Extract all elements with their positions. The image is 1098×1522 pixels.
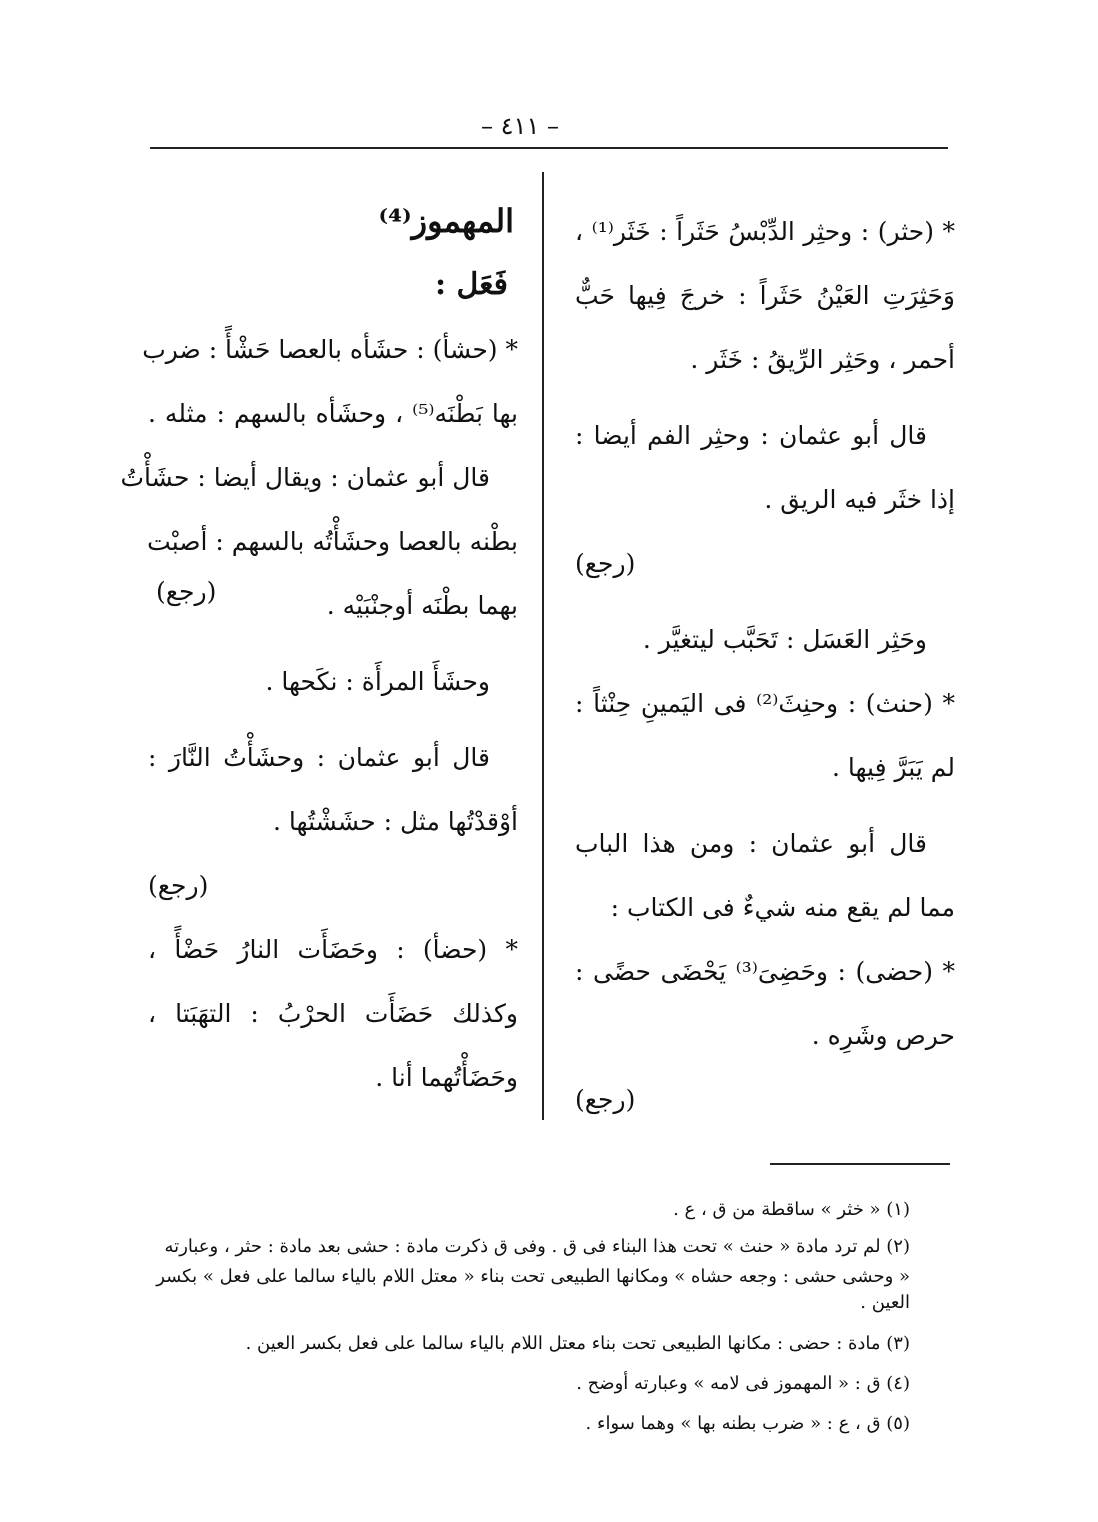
entry-hanath-line-2: لم يَبَرَّ فِيها .: [832, 753, 955, 782]
section-subheading: فَعَل :: [434, 267, 508, 302]
quote-abu-uthman-2-line-1: قال أبو عثمان : ومن هذا الباب: [575, 829, 927, 858]
footnotes: [120, 1190, 910, 1444]
left-column: [120, 190, 518, 1110]
quote-abu-uthman-2-line-2: مما لم يقع منه شيءٌ فى الكتاب :: [610, 893, 955, 922]
entry-hasha-line-2: بها بَطْنَه⁽⁵⁾ ، وحشَأه بالسهم : مثله .: [148, 399, 518, 428]
footnote-3: (٣) مادة : حضى : مكانها الطبيعى تحت بناء معتل اللام بالياء سالما على فعل بكسر العين .: [245, 1333, 910, 1354]
entry-hathar-honey: وحَثِر العَسَل : تَحَبَّب ليتغيَّر .: [642, 625, 927, 654]
entry-hanath-line-1: * (حنث) : وحنِثَ⁽²⁾ فى اليَمينِ حِنْثاً :: [575, 689, 955, 718]
footnote-2: (٢) لم ترد مادة « حنث » تحت هذا البناء فى ق . وفى ق ذكرت مادة : حشى بعد مادة : حثر ، وعبارته: [164, 1236, 910, 1257]
quote-abu-uthman-1-line-1: قال أبو عثمان : وحثِر الفم أيضا :: [575, 421, 927, 450]
quote-abu-uthman-3-line-2: بطْنه بالعصا وحشَأْتُه بالسهم : أصبْت: [147, 527, 518, 556]
header-rule: [150, 147, 948, 149]
rajaa-marker-2: (رجع): [575, 1085, 636, 1114]
entry-hada-fire-line-3: وحَضَأْتُهما أنا .: [375, 1063, 518, 1092]
rajaa-marker-4: (رجع): [148, 871, 209, 900]
section-heading: المهموز⁽⁴⁾: [378, 202, 514, 240]
quote-abu-uthman-4-line-2: أوْقدْتُها مثل : حشَشْتُها .: [273, 807, 518, 836]
footnote-1: (١) « خثر » ساقطة من ق ، ع .: [673, 1199, 910, 1220]
quote-abu-uthman-4-line-1: قال أبو عثمان : وحشَأْتُ النَّارَ :: [148, 743, 490, 772]
quote-abu-uthman-3-line-1: قال أبو عثمان : ويقال أيضا : حشَأْتُ: [120, 463, 490, 492]
quote-abu-uthman-1-line-2: إذا خثَر فيه الريق .: [764, 485, 955, 514]
footnote-rule: [770, 1163, 950, 1165]
entry-hasha-line-1: * (حشأ) : حشَأه بالعصا حَشْأً : ضرب: [142, 335, 518, 364]
footnote-4: (٤) ق : « المهموز فى لامه » وعبارته أوضح .: [576, 1373, 910, 1394]
entry-hada-fire-line-1: * (حضأ) : وحَضَأَت النارُ حَضْأً ،: [148, 935, 518, 964]
page-number: – ٤١١ –: [481, 112, 559, 140]
entry-hada-fire-line-2: وكذلك حَضَأَت الحرْبُ : التهَبَتا ،: [148, 999, 518, 1028]
quote-abu-uthman-3-line-3: بهما بطْنَه أوجنْبَيْه .: [326, 591, 518, 620]
footnote-5: (٥) ق ، ع : « ضرب بطنه بها » وهما سواء .: [585, 1413, 910, 1434]
entry-hada-line-1: * (حضى) : وحَضِىَ⁽³⁾ يَحْضَى حضًى :: [575, 957, 955, 986]
entry-hathar-line-1: * (حثر) : وحثِر الدِّبْسُ حَثَراً : خَثَر⁽¹⁾ ،: [575, 217, 955, 246]
rajaa-marker-3: (رجع): [156, 577, 217, 606]
column-divider: [542, 172, 544, 1120]
entry-hada-line-2: حرص وشَرِه .: [811, 1021, 955, 1050]
entry-hathar-line-3: أحمر ، وحَثِر الرِّيقُ : خَثَر .: [690, 345, 955, 374]
entry-hathar-line-2: وَحَثِرَتِ العَيْنُ حَثَراً : خرجَ فِيها حَبٌّ: [575, 281, 955, 310]
rajaa-marker-1: (رجع): [575, 549, 636, 578]
right-column: [575, 200, 955, 1132]
footnote-2-continued: « وحشى حشى : وجعه حشاه » ومكانها الطبيعى تحت بناء « معتل اللام بالياء سالما على فعل » بكسر العين .: [156, 1266, 910, 1313]
entry-hasha-nikah: وحشَأَ المرأَة : نكَحها .: [265, 667, 490, 696]
